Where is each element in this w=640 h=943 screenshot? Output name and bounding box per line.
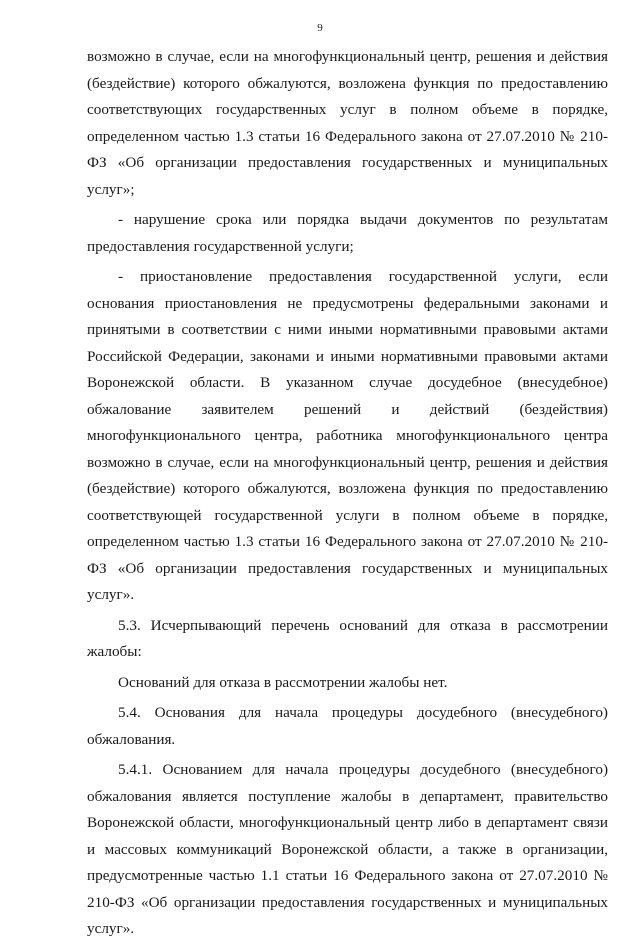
list-item-deadline-violation: - нарушение срока или порядка выдачи документов по результатам предоставления государственной услуги; — [87, 211, 608, 255]
list-item-service-suspension: - приостановление предоставления государственной услуги, если основания приостановления не предусмотрены федеральными законами и принятыми в соответствии с ними иными нормативными правовыми актами Российской Федерации, законами и иными нормативными правовыми актами Воронежской области. В указанном случае досудебное (внесудебное) обжалование заявителем решений и действий (бездействия) многофункционального центра, работника многофункционального центра возможно в случае, если на многофункциональный центр, решения и действия (бездействие) которого обжалуются, возложена функция по предоставлению соответствующей государственной услуги в полном объеме в порядке, определенном частью 1.3 статьи 16 Федерального закона от 27.07.2010 № 210-ФЗ «Об организации предоставления государственных и муниципальных услуг». — [87, 268, 608, 603]
paragraph-no-refusal-grounds: Оснований для отказа в рассмотрении жалобы нет. — [118, 673, 448, 691]
document-body — [87, 44, 608, 943]
paragraph-5-4-1: 5.4.1. Основанием для начала процедуры досудебного (внесудебного) обжалования является поступление жалобы в департамент, правительство Воронежской области, многофункциональный центр либо в департамент связи и массовых коммуникаций Воронежской области, а также в организации, предусмотренные частью 1.1 статьи 16 Федерального закона от 27.07.2010 № 210-ФЗ «Об организации предоставления государственных и муниципальных услуг». — [87, 761, 608, 937]
page-number: 9 — [317, 22, 323, 34]
paragraph-mfc-appeal-continuation: возможно в случае, если на многофункциональный центр, решения и действия (бездействие) которого обжалуются, возложена функция по предоставлению соответствующих государственных услуг в полном объеме в порядке, определенном частью 1.3 статьи 16 Федерального закона от 27.07.2010 № 210-ФЗ «Об организации предоставления государственных и муниципальных услуг»; — [87, 48, 608, 198]
section-heading-5-3: 5.3. Исчерпывающий перечень оснований для отказа в рассмотрении жалобы: — [87, 616, 608, 660]
section-heading-5-4: 5.4. Основания для начала процедуры досудебного (внесудебного) обжалования. — [87, 704, 608, 748]
